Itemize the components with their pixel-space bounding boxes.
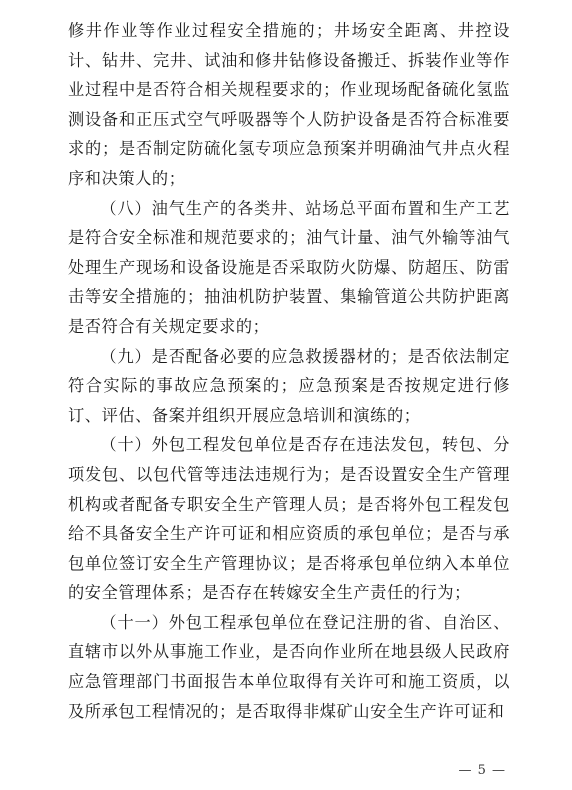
paragraph-item-9: （九）是否配备必要的应急救援器材的；是否依法制定符合实际的事故应急预案的；应急预案是否按规定进行修订、评估、备案并组织开展应急培训和演练的； [68,346,510,425]
document-body [68,16,510,726]
paragraph-continuation: 修井作业等作业过程安全措施的；井场安全距离、井控设计、钻井、完井、试油和修井钻修设备搬迁、拆装作业等作业过程中是否符合相关规程要求的；作业现场配备硫化氢监测设备和正压式空气呼吸器等个人防护设备是否符合标准要求的；是否制定防硫化氢专项应急预案并明确油气井点火程序和决策人的； [68,21,510,188]
page-number: — 5 — [458,763,506,778]
paragraph-item-11: （十一）外包工程承包单位在登记注册的省、自治区、直辖市以外从事施工作业，是否向作业所在地县级人民政府应急管理部门书面报告本单位取得有关许可和施工资质，以及所承包工程情况的；是否取得非煤矿山安全生产许可证和 [68,612,510,721]
paragraph-item-10: （十）外包工程发包单位是否存在违法发包，转包、分项发包、以包代管等违法违规行为；是否设置安全生产管理机构或者配备专职安全生产管理人员；是否将外包工程发包给不具备安全生产许可证和相应资质的承包单位；是否与承包单位签订安全生产管理协议；是否将承包单位纳入本单位的安全管理体系；是否存在转嫁安全生产责任的行为； [68,435,510,603]
paragraph-item-8: （八）油气生产的各类井、站场总平面布置和生产工艺是符合安全标准和规范要求的；油气计量、油气外输等油气处理生产现场和设备设施是否采取防火防爆、防超压、防雷击等安全措施的；抽油机防护装置、集输管道公共防护距离是否符合有关规定要求的； [68,198,510,336]
